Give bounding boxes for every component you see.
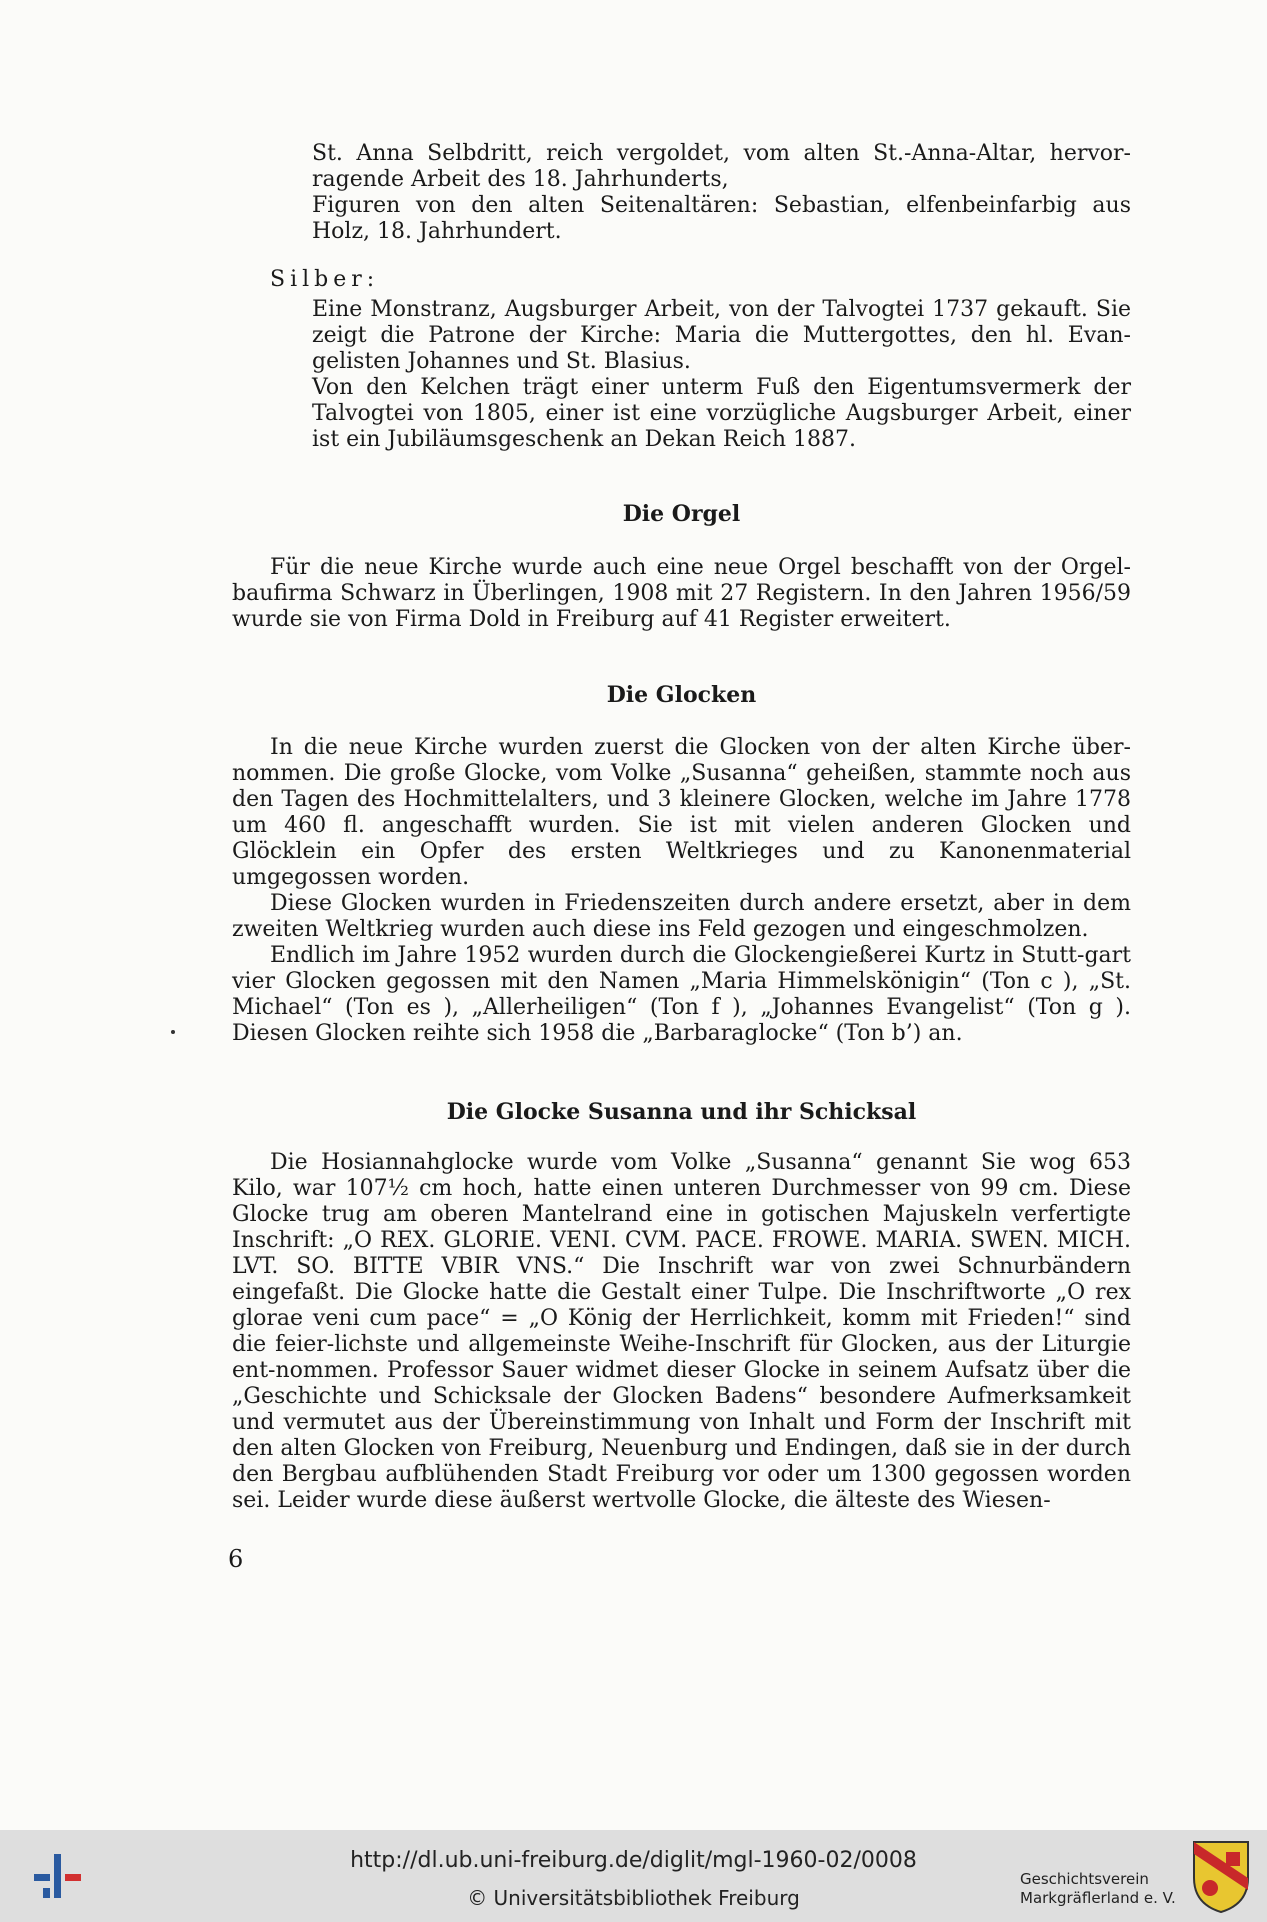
silber-label: Silber: (270, 267, 380, 292)
paragraph: Diese Glocken wurden in Friedenszeiten durch andere ersetzt, aber in dem zweiten Weltkrieg wurden auch diese ins Feld gezogen und eingeschmolzen. (232, 891, 1131, 942)
heading-glocken: Die Glocken (606, 682, 757, 708)
margin-dot (171, 1030, 175, 1034)
crest-icon (1190, 1838, 1252, 1914)
org-line: Geschichtsverein (1020, 1870, 1149, 1888)
paragraph: In die neue Kirche wurden zuerst die Glocken von der alten Kirche über-nommen. Die große Glocke, vom Volke „Susanna“ geheißen, stammte noch aus den Tagen des Hochmittelalters, und 3 kleinere Glocken, welche im Jahre 1778 um 460 fl. angeschafft wurden. Sie ist mit vielen anderen Glocken und Glöcklein ein Opfer des ersten Weltkrieges und zu Kanonenmaterial umgegossen worden. (232, 735, 1131, 890)
text-line: Figuren von den alten Seitenaltären: Sebastian, elfenbeinfarbig aus Holz, 18. Jahrhundert. (312, 193, 1131, 244)
footer-url[interactable]: http://dl.ub.uni-freiburg.de/diglit/mgl-1960-02/0008 (350, 1848, 917, 1873)
heading-susanna: Die Glocke Susanna und ihr Schicksal (446, 1099, 917, 1125)
text-line: St. Anna Selbdritt, reich vergoldet, vom alten St.-Anna-Altar, hervor-ragende Arbeit des 18. Jahrhunderts, (312, 141, 1131, 192)
glocken-block (232, 735, 1131, 1047)
footer-bar (0, 1830, 1267, 1922)
intro-block (312, 141, 1131, 245)
text-line: Eine Monstranz, Augsburger Arbeit, von der Talvogtei 1737 gekauft. Sie zeigt die Patrone der Kirche: Maria die Muttergottes, den hl. Evan-gelisten Johannes und St. Blasius. (312, 297, 1131, 374)
orgel-block (232, 555, 1131, 633)
paragraph: Für die neue Kirche wurde auch eine neue Orgel beschafft von der Orgel-baufirma Schwarz in Überlingen, 1908 mit 27 Registern. In den Jahren 1956/59 wurde sie von Firma Dold in Freiburg auf 41 Register erweitert. (232, 555, 1131, 632)
org-line: Markgräflerland e. V. (1020, 1889, 1176, 1907)
paragraph: Endlich im Jahre 1952 wurden durch die Glockengießerei Kurtz in Stutt-gart vier Glocken gegossen mit den Namen „Maria Himmelskönigin“ (Ton c ), „St. Michael“ (Ton es ), „Allerheiligen“ (Ton f ), „Johannes Evangelist“ (Ton g ). Diesen Glocken reihte sich 1958 die „Barbaraglocke“ (Ton b’) an. (232, 943, 1131, 1046)
page-number: 6 (228, 1545, 244, 1573)
susanna-block (232, 1150, 1131, 1514)
text-line: Von den Kelchen trägt einer unterm Fuß den Eigentumsvermerk der Talvogtei von 1805, einer ist eine vorzügliche Augsburger Arbeit, einer ist ein Jubiläumsgeschenk an Dekan Reich 1887. (312, 375, 1131, 452)
heading-orgel: Die Orgel (622, 501, 741, 527)
paragraph: Die Hosiannahglocke wurde vom Volke „Susanna“ genannt Sie wog 653 Kilo, war 107½ cm hoch, hatte einen unteren Durchmesser von 99 cm. Diese Glocke trug am oberen Mantelrand eine in gotischen Majuskeln verfertigte Inschrift: „O REX. GLORIE. VENI. CVM. PACE. FROWE. MARIA. SWEN. MICH. LVT. SO. BITTE VBIR VNS.“ Die Inschrift war von zwei Schnurbändern eingefaßt. Die Glocke hatte die Gestalt einer Tulpe. Die Inschriftworte „O rex glorae veni cum pace“ = „O König der Herrlichkeit, komm mit Frieden!“ sind die feier-lichste und allgemeinste Weihe-Inschrift für Glocken, aus der Liturgie ent-nommen. Professor Sauer widmet dieser Glocke in seinem Aufsatz über die „Geschichte und Schicksale der Glocken Badens“ besondere Aufmerksamkeit und vermutet aus der Übereinstimmung von Inhalt und Form der Inschrift mit den alten Glocken von Freiburg, Neuenburg und Endingen, daß sie in der durch den Bergbau aufblühenden Stadt Freiburg vor oder um 1300 gegossen worden sei. Leider wurde diese äußerst wertvolle Glocke, die älteste des Wiesen- (232, 1150, 1131, 1513)
footer-org (1020, 1870, 1176, 1908)
silber-block (312, 297, 1131, 453)
footer-copyright: © Universitätsbibliothek Freiburg (467, 1886, 800, 1910)
